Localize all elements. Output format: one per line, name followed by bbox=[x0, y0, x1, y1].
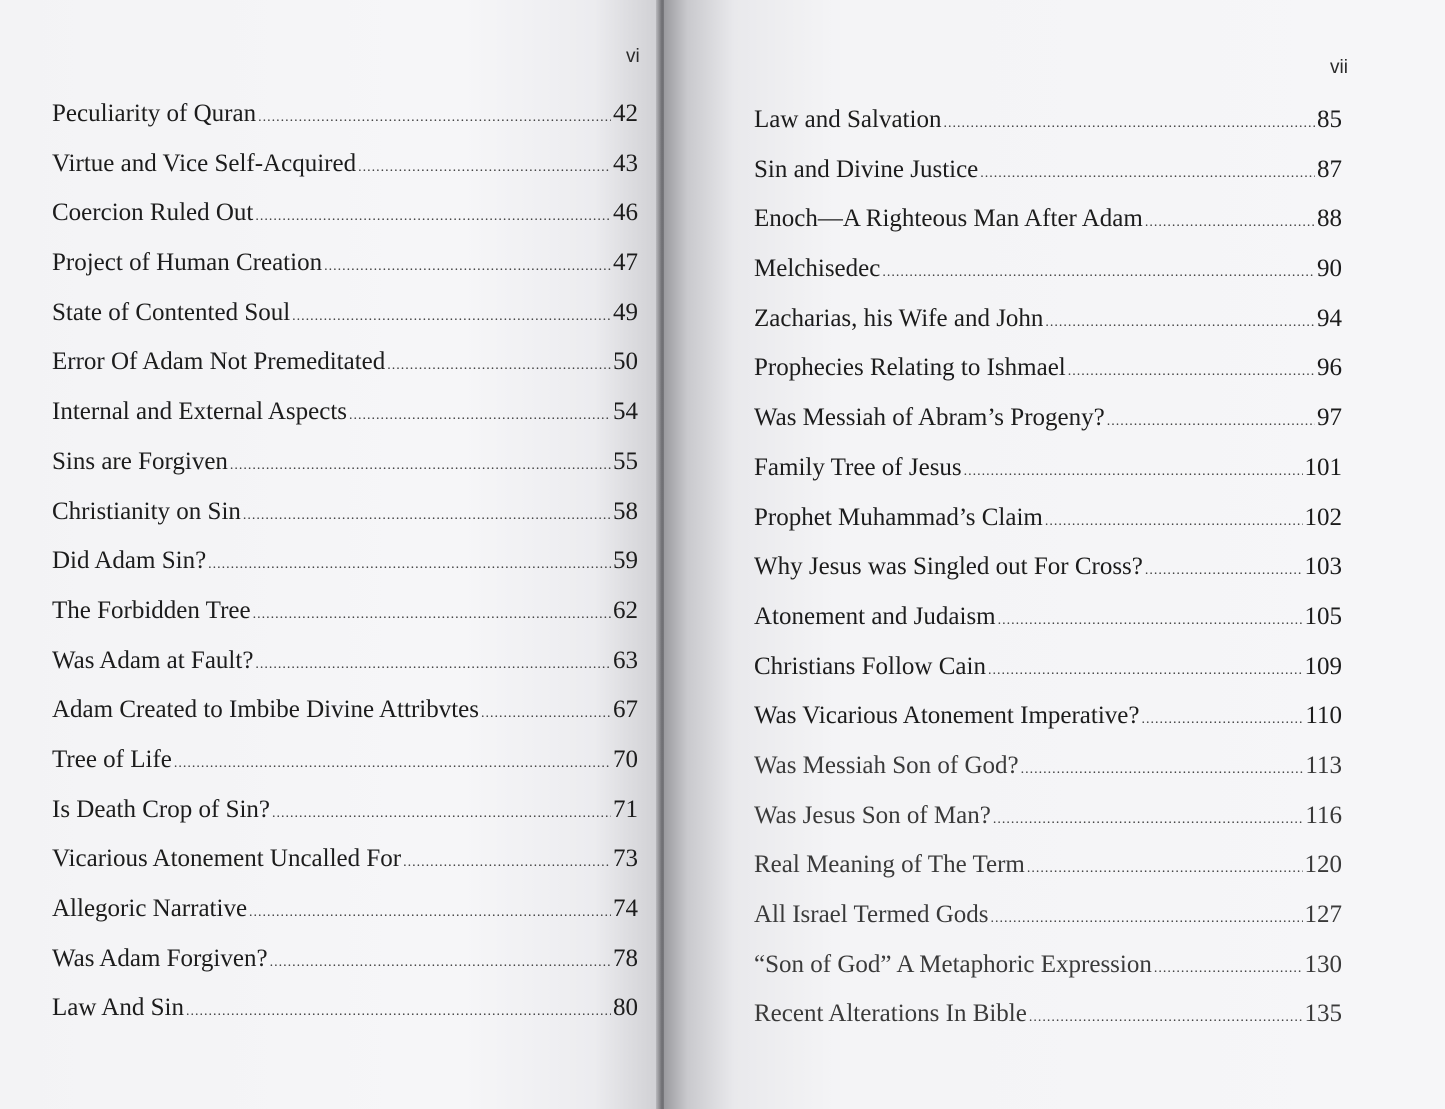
toc-entry bbox=[52, 398, 638, 448]
toc-entry-title: Is Death Crop of Sin? bbox=[52, 795, 271, 823]
dot-leader bbox=[993, 812, 1304, 828]
toc-entry-page: 88 bbox=[1317, 205, 1342, 233]
toc-entry bbox=[52, 100, 638, 150]
dot-leader bbox=[324, 259, 611, 275]
dot-leader bbox=[964, 464, 1303, 480]
toc-entry-page: 116 bbox=[1305, 801, 1342, 829]
toc-entry-page: 85 bbox=[1317, 106, 1342, 133]
dot-leader bbox=[230, 458, 611, 474]
toc-entry bbox=[754, 106, 1342, 156]
toc-entry-page: 105 bbox=[1304, 602, 1342, 630]
toc-entry bbox=[52, 547, 638, 597]
toc-list-right bbox=[754, 106, 1342, 1050]
dot-leader bbox=[991, 911, 1303, 927]
dot-leader bbox=[258, 110, 611, 126]
dot-leader bbox=[387, 358, 611, 374]
toc-entry-title: Was Jesus Son of Man? bbox=[754, 801, 991, 829]
toc-entry-page: 135 bbox=[1304, 1000, 1342, 1028]
toc-entry-title: Sins are Forgiven bbox=[52, 447, 228, 475]
toc-entry-page: 46 bbox=[613, 199, 638, 227]
toc-entry-title: Peculiarity of Quran bbox=[52, 100, 257, 127]
page-number-right: vii bbox=[1330, 57, 1348, 78]
toc-entry-title: Adam Created to Imbibe Divine Attribvtes bbox=[52, 696, 479, 724]
dot-leader bbox=[349, 408, 611, 424]
toc-entry bbox=[754, 354, 1342, 404]
toc-entry-page: 80 bbox=[613, 994, 638, 1022]
toc-entry-title: Melchisedec bbox=[754, 255, 881, 283]
toc-list-left bbox=[52, 100, 638, 1044]
toc-entry-page: 58 bbox=[613, 497, 638, 525]
dot-leader bbox=[255, 209, 611, 225]
toc-entry-page: 62 bbox=[613, 596, 638, 624]
toc-entry-page: 42 bbox=[613, 100, 638, 127]
dot-leader bbox=[292, 309, 611, 325]
toc-entry-page: 103 bbox=[1304, 553, 1342, 581]
toc-entry-page: 90 bbox=[1317, 255, 1342, 283]
dot-leader bbox=[270, 955, 611, 971]
toc-entry-title: Christians Follow Cain bbox=[754, 652, 986, 680]
toc-entry bbox=[754, 255, 1342, 305]
toc-entry-title: Allegoric Narrative bbox=[52, 895, 248, 922]
dot-leader bbox=[208, 557, 611, 573]
toc-entry-page: 55 bbox=[613, 447, 638, 475]
dot-leader bbox=[943, 116, 1315, 132]
toc-entry bbox=[754, 802, 1342, 852]
toc-entry-title: Law And Sin bbox=[52, 994, 184, 1022]
dot-leader bbox=[988, 663, 1303, 679]
toc-entry bbox=[52, 994, 638, 1044]
dot-leader bbox=[186, 1004, 611, 1020]
toc-entry-title: Zacharias, his Wife and John bbox=[754, 304, 1044, 332]
toc-entry-page: 54 bbox=[613, 398, 638, 426]
toc-entry bbox=[754, 553, 1342, 603]
dot-leader bbox=[1045, 514, 1303, 530]
toc-entry-title: “Son of God” A Metaphoric Expression bbox=[754, 950, 1152, 978]
toc-entry-title: Was Adam Forgiven? bbox=[52, 944, 268, 972]
toc-entry-title: Coercion Ruled Out bbox=[52, 199, 254, 227]
toc-entry-page: 67 bbox=[613, 696, 638, 724]
toc-entry bbox=[754, 702, 1342, 752]
toc-entry bbox=[754, 901, 1342, 951]
toc-entry-page: 70 bbox=[613, 745, 638, 773]
toc-entry-title: Family Tree of Jesus bbox=[754, 453, 962, 481]
toc-entry bbox=[52, 945, 638, 995]
dot-leader bbox=[1142, 712, 1304, 728]
toc-entry-page: 78 bbox=[613, 944, 638, 972]
toc-entry-page: 47 bbox=[613, 249, 638, 277]
dot-leader bbox=[243, 508, 611, 524]
dot-leader bbox=[174, 756, 611, 772]
toc-entry-title: Internal and External Aspects bbox=[52, 398, 348, 426]
dot-leader bbox=[882, 265, 1315, 281]
toc-entry bbox=[754, 603, 1342, 653]
toc-entry-page: 43 bbox=[613, 149, 638, 177]
page-number-left: vi bbox=[626, 46, 640, 67]
toc-entry-page: 102 bbox=[1304, 503, 1342, 531]
dot-leader bbox=[1068, 364, 1315, 380]
toc-entry-title: Project of Human Creation bbox=[52, 249, 323, 277]
toc-entry-title: Tree of Life bbox=[52, 745, 172, 773]
toc-entry-title: Error Of Adam Not Premeditated bbox=[52, 348, 386, 376]
dot-leader bbox=[1145, 215, 1315, 231]
dot-leader bbox=[272, 806, 611, 822]
toc-entry-page: 96 bbox=[1317, 354, 1342, 382]
left-page bbox=[0, 0, 660, 1109]
toc-entry bbox=[52, 696, 638, 746]
dot-leader bbox=[249, 905, 611, 921]
toc-entry bbox=[52, 448, 638, 498]
dot-leader bbox=[1154, 961, 1303, 977]
toc-entry-page: 87 bbox=[1317, 155, 1342, 183]
toc-entry-page: 50 bbox=[613, 348, 638, 376]
toc-entry-page: 101 bbox=[1304, 453, 1342, 481]
toc-entry bbox=[52, 845, 638, 895]
toc-entry-page: 94 bbox=[1317, 304, 1342, 332]
toc-entry bbox=[754, 305, 1342, 355]
toc-entry bbox=[52, 249, 638, 299]
toc-entry bbox=[52, 348, 638, 398]
toc-entry-title: The Forbidden Tree bbox=[52, 596, 251, 624]
toc-entry-page: 63 bbox=[613, 646, 638, 674]
dot-leader bbox=[358, 160, 611, 176]
toc-entry bbox=[754, 205, 1342, 255]
right-page bbox=[664, 0, 1445, 1109]
toc-entry bbox=[52, 199, 638, 249]
toc-entry bbox=[52, 597, 638, 647]
toc-entry bbox=[52, 746, 638, 796]
toc-entry-page: 113 bbox=[1305, 751, 1342, 779]
toc-entry bbox=[754, 951, 1342, 1001]
toc-entry bbox=[52, 299, 638, 349]
toc-entry-title: Vicarious Atonement Uncalled For bbox=[52, 845, 402, 873]
toc-entry-title: Christianity on Sin bbox=[52, 497, 241, 525]
toc-entry-title: Prophecies Relating to Ishmael bbox=[754, 354, 1066, 382]
dot-leader bbox=[1145, 563, 1303, 579]
dot-leader bbox=[481, 706, 611, 722]
toc-entry-title: Law and Salvation bbox=[754, 106, 942, 133]
toc-entry-page: 127 bbox=[1304, 901, 1342, 928]
dot-leader bbox=[255, 657, 611, 673]
toc-entry bbox=[754, 653, 1342, 703]
toc-entry-page: 109 bbox=[1304, 652, 1342, 680]
toc-entry bbox=[52, 895, 638, 945]
toc-entry-title: Did Adam Sin? bbox=[52, 547, 207, 575]
toc-entry-title: Was Adam at Fault? bbox=[52, 646, 254, 674]
toc-entry-title: All Israel Termed Gods bbox=[754, 901, 989, 928]
dot-leader bbox=[1021, 762, 1304, 778]
dot-leader bbox=[1045, 315, 1315, 331]
toc-entry-page: 59 bbox=[613, 547, 638, 575]
toc-entry bbox=[52, 796, 638, 846]
toc-entry-title: Enoch—A Righteous Man After Adam bbox=[754, 205, 1143, 233]
toc-entry-page: 73 bbox=[613, 845, 638, 873]
dot-leader bbox=[403, 855, 611, 871]
toc-entry-title: Recent Alterations In Bible bbox=[754, 1000, 1027, 1028]
toc-entry-title: Real Meaning of The Term bbox=[754, 851, 1025, 879]
toc-entry-page: 110 bbox=[1305, 702, 1342, 730]
toc-entry bbox=[754, 504, 1342, 554]
toc-entry-page: 130 bbox=[1304, 950, 1342, 978]
dot-leader bbox=[1027, 861, 1303, 877]
toc-entry bbox=[754, 404, 1342, 454]
toc-entry bbox=[754, 851, 1342, 901]
dot-leader bbox=[253, 607, 611, 623]
dot-leader bbox=[1107, 414, 1315, 430]
toc-entry-title: Prophet Muhammad’s Claim bbox=[754, 503, 1043, 531]
toc-entry-page: 49 bbox=[613, 298, 638, 326]
toc-entry-title: State of Contented Soul bbox=[52, 298, 291, 326]
toc-entry bbox=[754, 752, 1342, 802]
dot-leader bbox=[998, 613, 1303, 629]
toc-entry bbox=[754, 454, 1342, 504]
dot-leader bbox=[980, 166, 1315, 182]
toc-entry-title: Was Messiah of Abram’s Progeny? bbox=[754, 404, 1105, 432]
toc-entry-title: Why Jesus was Singled out For Cross? bbox=[754, 553, 1143, 581]
toc-entry-title: Was Vicarious Atonement Imperative? bbox=[754, 702, 1140, 730]
toc-entry-page: 71 bbox=[613, 795, 638, 823]
toc-entry bbox=[52, 150, 638, 200]
toc-entry-title: Atonement and Judaism bbox=[754, 602, 996, 630]
toc-entry-title: Sin and Divine Justice bbox=[754, 155, 979, 183]
toc-entry-page: 97 bbox=[1317, 404, 1342, 432]
dot-leader bbox=[1029, 1010, 1303, 1026]
toc-entry-title: Virtue and Vice Self-Acquired bbox=[52, 149, 357, 177]
toc-entry-page: 120 bbox=[1304, 851, 1342, 879]
toc-entry bbox=[52, 498, 638, 548]
toc-entry-title: Was Messiah Son of God? bbox=[754, 751, 1019, 779]
toc-entry-page: 74 bbox=[613, 895, 638, 922]
toc-entry bbox=[754, 156, 1342, 206]
toc-entry bbox=[52, 647, 638, 697]
toc-entry bbox=[754, 1000, 1342, 1050]
